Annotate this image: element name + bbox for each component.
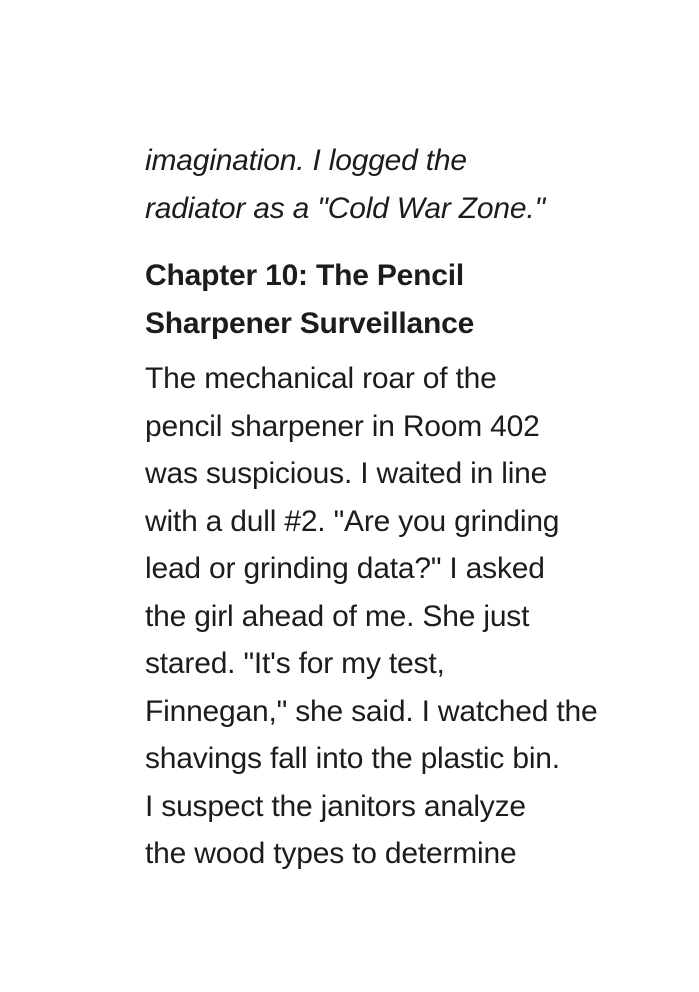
text-line: stared. "It's for my test, [145,647,445,680]
text-line: shavings fall into the plastic bin. [145,742,560,775]
text-line: pencil sharpener in Room 402 [145,409,540,443]
text-line: The mechanical roar of the [145,362,497,395]
chapter-heading [145,252,669,347]
text-line: the wood types to determine [145,837,517,870]
text-line: the girl ahead of me. She just [145,599,530,633]
body-paragraph [145,355,669,878]
text-line: Finnegan," she said. I watched the [145,694,598,728]
continuation-paragraph [145,137,669,232]
text-line: Sharpener Surveillance [145,306,475,340]
text-line: lead or grinding data?" I asked [145,552,545,585]
text-line: with a dull #2. "Are you grinding [145,504,560,538]
text-line: I suspect the janitors analyze [145,789,526,823]
text-line: was suspicious. I waited in line [145,457,548,490]
text-line: Chapter 10: The Pencil [145,259,465,292]
text-line: imagination. I logged the [145,144,467,177]
text-line: radiator as a "Cold War Zone." [145,191,545,225]
